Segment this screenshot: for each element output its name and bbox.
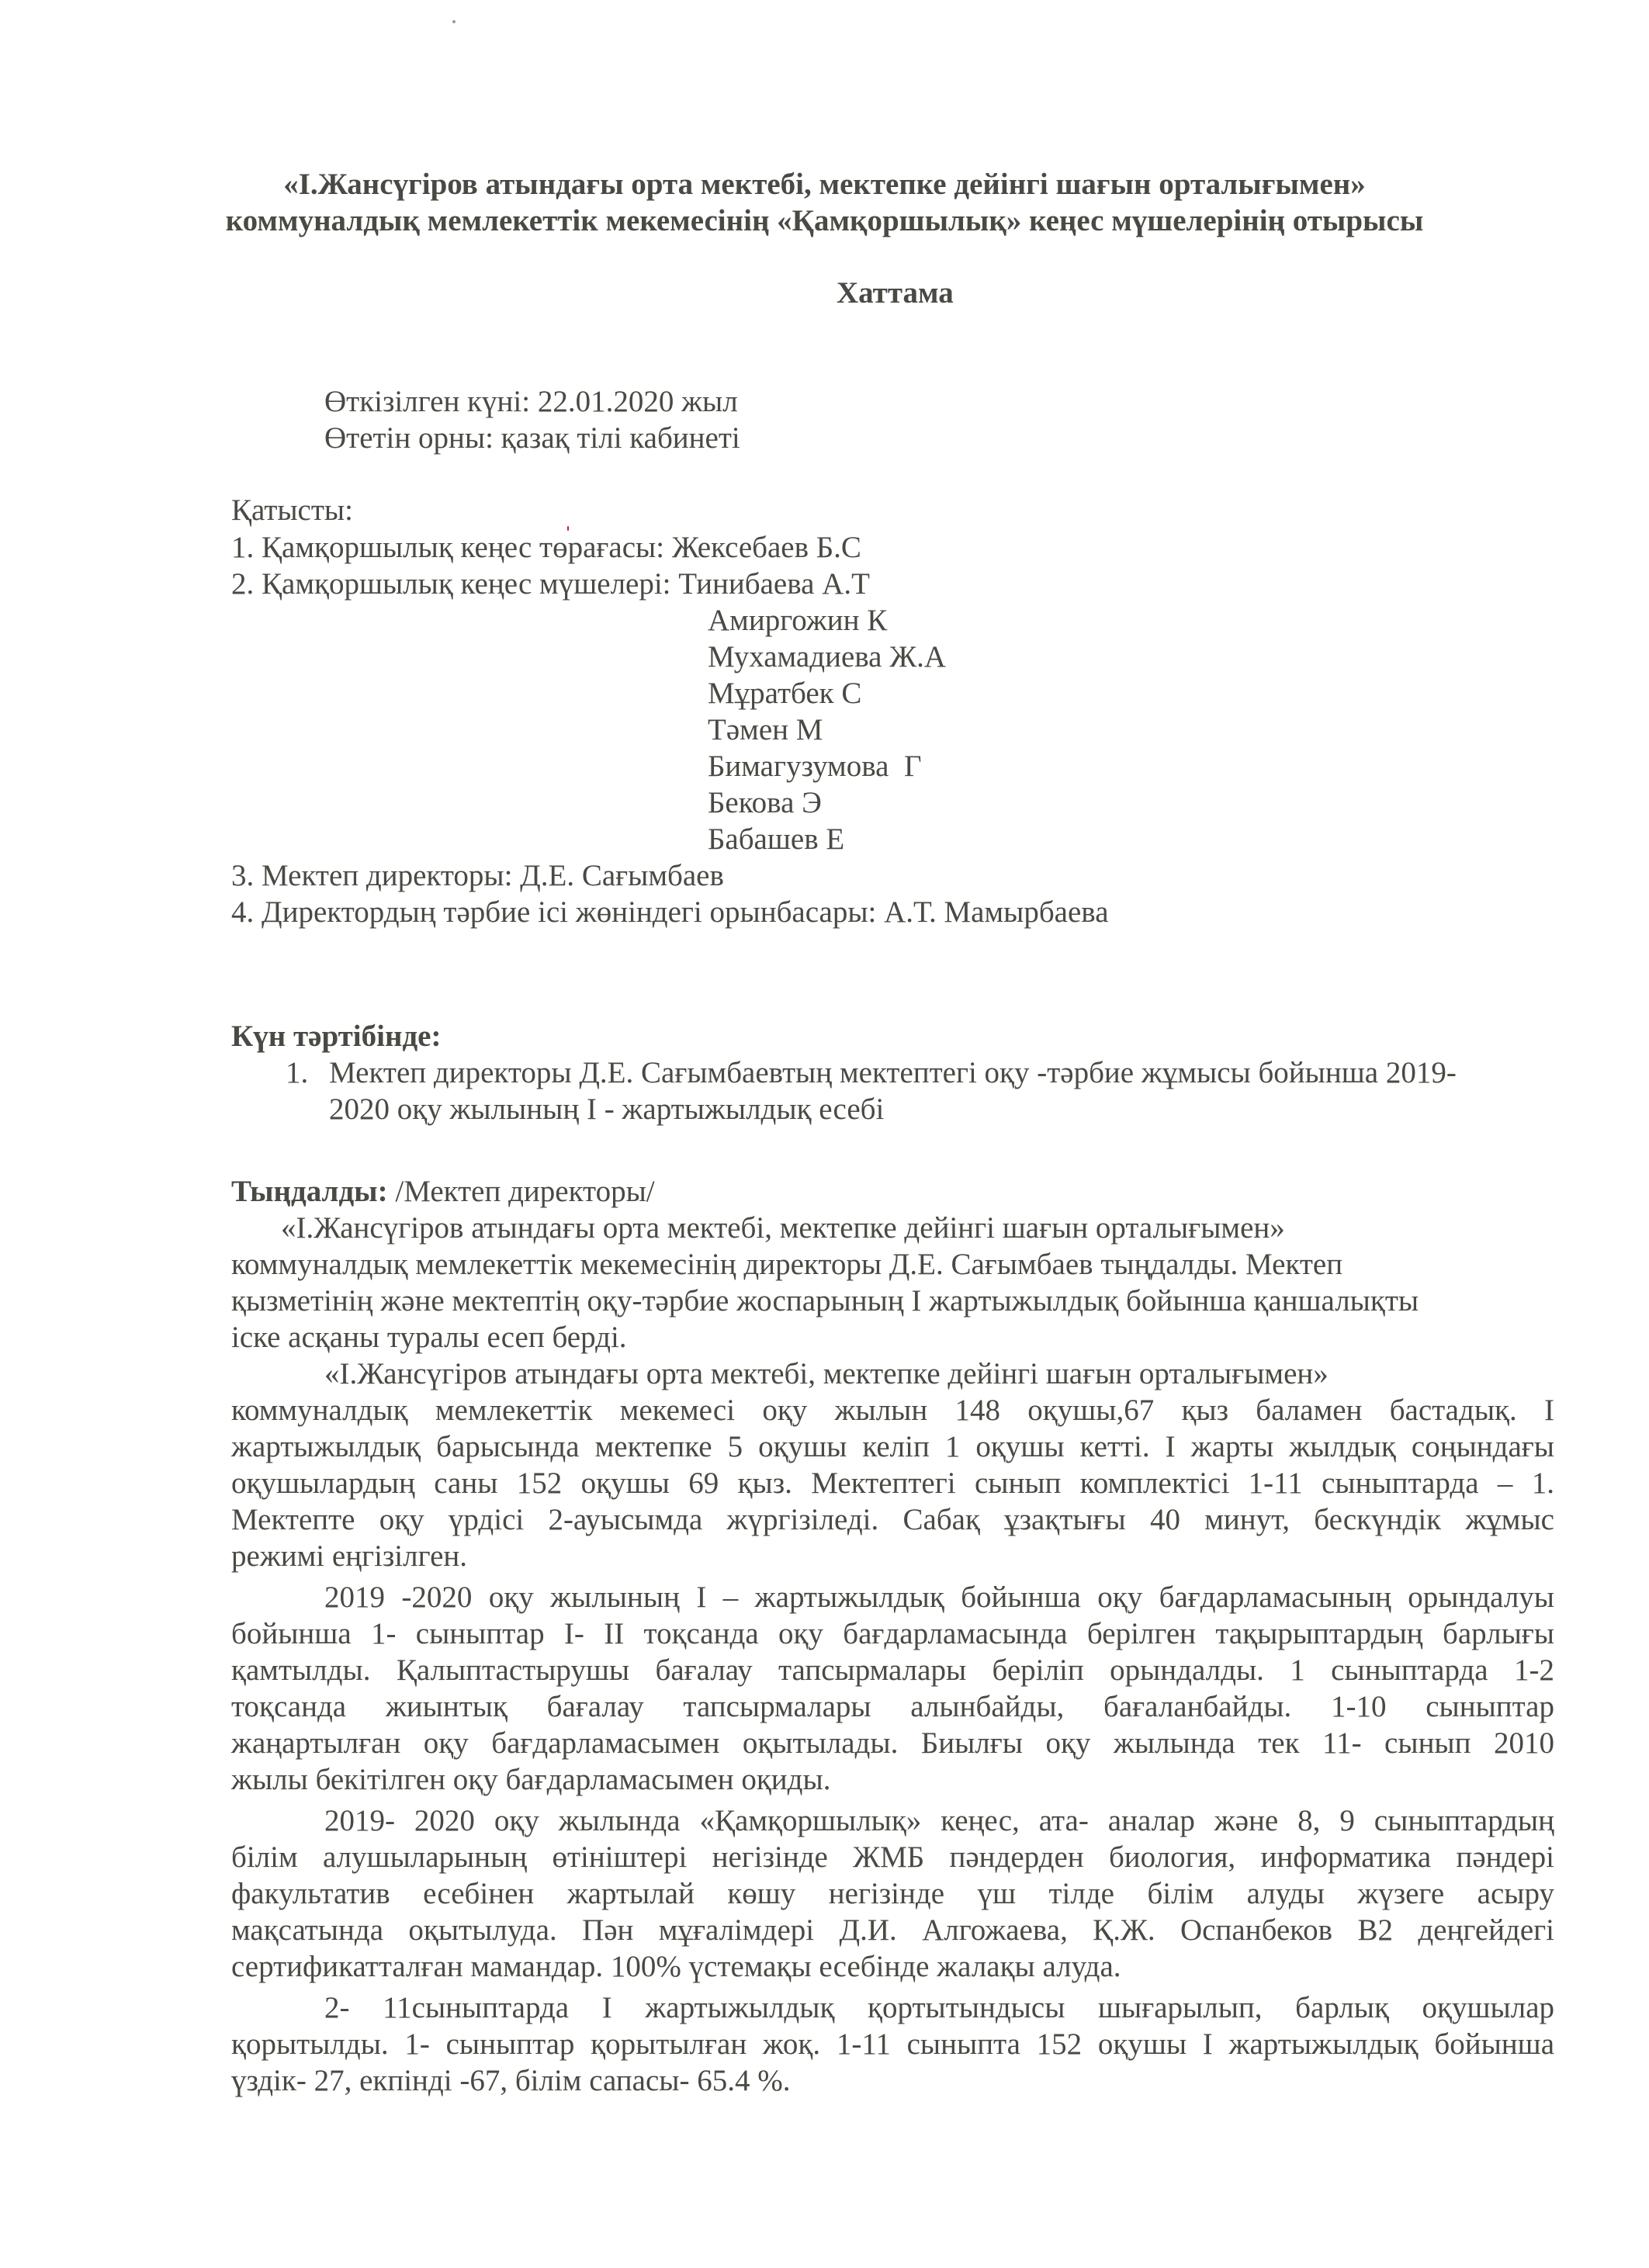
member-name: Тәмен М: [708, 713, 823, 746]
heard-line: қызметінің және мектептің оқу-тәрбие жоспарының І жартыжылдық бойынша қаншалықты: [231, 1284, 1419, 1318]
header-line-1: «І.Жансүгіров атындағы орта мектебі, мектепке дейінгі шағын орталығымен»: [283, 168, 1366, 201]
member-name: Бекова Э: [708, 786, 822, 819]
header-line-2: коммуналдық мемлекеттік мекемесінің «Қамқоршылық» кеңес мүшелерінің отырысы: [225, 204, 1424, 237]
meeting-place: Өтетін орны: қазақ тілі кабинеті: [324, 421, 740, 455]
deputy-row: 4. Директордың тәрбие ісі жөніндегі орынбасары: А.Т. Мамырбаева: [231, 895, 1109, 929]
paragraph-line: қорытылды. 1- сыныптар қорытылған жоқ. 1-11 сыныпта 152 оқушы І жартыжылдық бойынша: [231, 2027, 1554, 2061]
member-name: Мухамадиева Ж.А: [708, 640, 947, 673]
chair-row: [231, 530, 861, 566]
paragraph-line: 2019 -2020 оқу жылының І – жартыжылдық бойынша оқу бағдарламасының орындалуы: [324, 1581, 1554, 1614]
scan-speck: [452, 20, 456, 23]
paragraph-line: үздік- 27, екпінді -67, білім сапасы- 65.4 %.: [231, 2064, 791, 2097]
agenda-item-number: 1.: [286, 1056, 309, 1089]
member-name: Бимагузумова Г: [708, 750, 922, 783]
attendance-heading: Қатысты:: [231, 493, 353, 527]
paragraph-line: сертификатталған мамандар. 100% үстемақы есебінде жалақы алуда.: [231, 1950, 1121, 1983]
heard-row: [231, 1174, 655, 1210]
heard-who: /Мектеп директоры/: [387, 1175, 655, 1208]
paragraph-line: қамтылды. Қалыптастырушы бағалау тапсырмалары беріліп орындалды. 1 сыныптарда 1-2: [231, 1653, 1554, 1687]
chair-name: Жексебаев Б.С: [671, 531, 861, 564]
member-name: Тинибаева А.Т: [678, 567, 870, 601]
director-row: 3. Мектеп директоры: Д.Е. Сағымбаев: [231, 859, 724, 892]
heard-line: коммуналдық мемлекеттік мекемесінің директоры Д.Е. Сағымбаев тыңдалды. Мектеп: [231, 1248, 1343, 1281]
paragraph-line: коммуналдық мемлекеттік мекемесі оқу жылын 148 оқушы,67 қыз баламен бастадық. І: [231, 1394, 1554, 1427]
chair-label: 1. Қамқоршылық кеңес төрағасы:: [231, 531, 665, 564]
heard-line: іске асқаны туралы есеп берді.: [231, 1321, 627, 1354]
paragraph-line: білім алушыларының өтініштері негізінде ЖМБ пәндерден биология, информатика пәндері: [231, 1840, 1554, 1874]
member-name: Амиргожин К: [708, 604, 888, 637]
paragraph-line: факультатив есебінен жартылай көшу негізінде үш тілде білім алуды жүзеге асыру: [231, 1877, 1554, 1910]
paragraph-line: жартыжылдық барысында мектепке 5 оқушы келіп 1 оқушы кетті. І жарты жылдық соңындағы: [231, 1430, 1554, 1463]
paragraph-line: режимі еңгізілген.: [231, 1539, 468, 1573]
heard-label: Тыңдалды:: [231, 1175, 388, 1208]
document-title: Хаттама: [837, 276, 954, 310]
agenda-item-line-2: 2020 оқу жылының І - жартыжылдық есебі: [329, 1092, 885, 1126]
paragraph-line: 2019- 2020 оқу жылында «Қамқоршылық» кеңес, ата- аналар және 8, 9 сыныптардың: [324, 1804, 1554, 1837]
members-label: 2. Қамқоршылық кеңес мүшелері:: [231, 567, 671, 601]
heard-line: «І.Жансүгіров атындағы орта мектебі, мектепке дейінгі шағын орталығымен»: [281, 1211, 1285, 1245]
paragraph-line: жылы бекітілген оқу бағдарламасымен оқиды.: [231, 1763, 831, 1796]
agenda-heading: Күн тәртібінде:: [231, 1020, 442, 1053]
meeting-date: Өткізілген күні: 22.01.2020 жыл: [324, 385, 738, 418]
paragraph-line: оқушылардың саны 152 оқушы 69 қыз. Мектептегі сынып комплектісі 1-11 сыныптарда – 1.: [231, 1466, 1554, 1500]
paragraph-line: жаңартылған оқу бағдарламасымен оқытылады. Биылғы оқу жылында тек 11- сынып 2010: [231, 1726, 1554, 1760]
paragraph-line: «І.Жансүгіров атындағы орта мектебі, мектепке дейінгі шағын орталығымен»: [324, 1357, 1329, 1390]
member-name: Мұратбек С: [708, 677, 862, 710]
member-name: Бабашев Е: [708, 822, 845, 856]
members-row: [231, 566, 870, 602]
paragraph-line: тоқсанда жиынтық бағалау тапсырмалары алынбайды, бағаланбайды. 1-10 сыныптар: [231, 1690, 1554, 1723]
paragraph-line: мақсатында оқытылуда. Пән мұғалімдері Д.И. Алгожаева, Қ.Ж. Оспанбеков В2 деңгейдегі: [231, 1913, 1554, 1947]
paragraph-line: бойынша 1- сыныптар І- ІІ тоқсанда оқу бағдарламасында берілген тақырыптардың барлығы: [231, 1617, 1554, 1650]
paragraph-line: 2- 11сыныптарда І жартыжылдық қортытындысы шығарылып, барлық оқушылар: [324, 1991, 1554, 2024]
agenda-item-line-1: Мектеп директоры Д.Е. Сағымбаевтың мектептегі оқу -тәрбие жұмысы бойынша 2019-: [329, 1056, 1457, 1089]
paragraph-line: Мектепте оқу үрдісі 2-ауысымда жүргізіледі. Сабақ ұзақтығы 40 минут, бескүндік жұмыс: [231, 1503, 1554, 1536]
